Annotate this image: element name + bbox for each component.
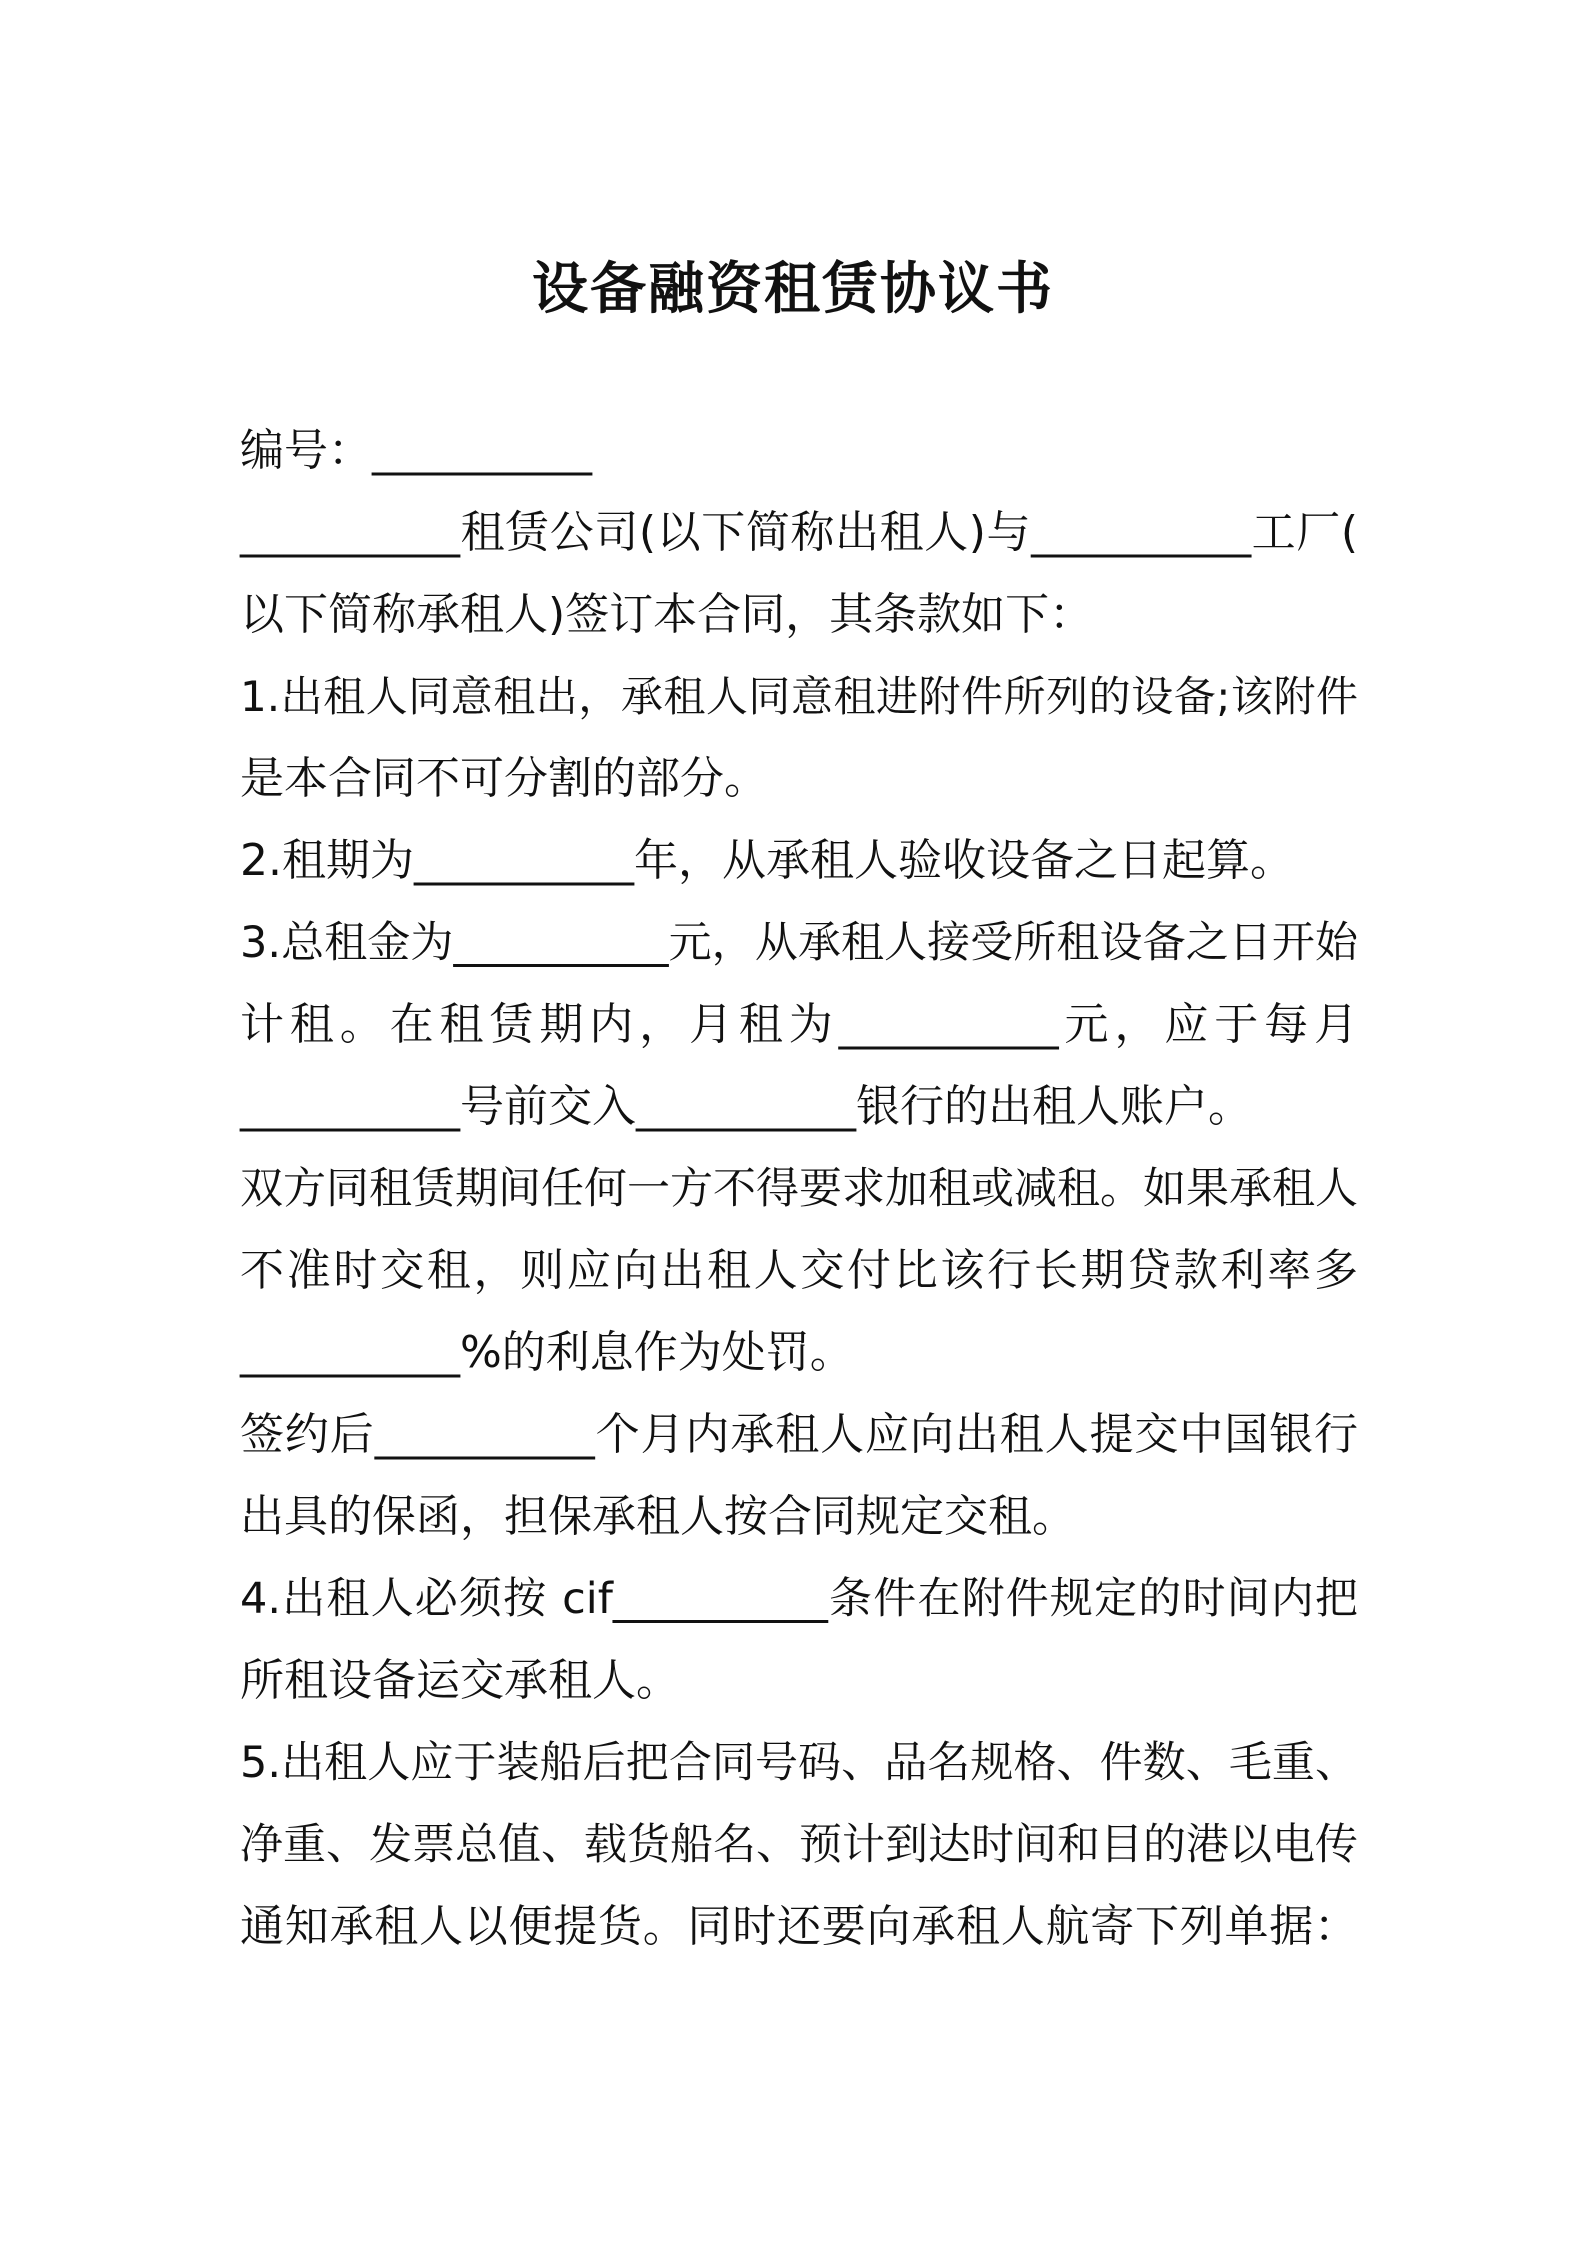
clause-5-line: 净重、发票总值、载货船名、预计到达时间和目的港以电传 (240, 1820, 1358, 1870)
paragraph-line: __________租赁公司(以下简称出租人)与__________工厂( (240, 507, 1358, 558)
clause-1-line: 1.出租人同意租出，承租人同意租进附件所列的设备;该附件 (240, 672, 1358, 721)
clause-5-line: 通知承租人以便提货。同时还要向承租人航寄下列单据： (240, 1901, 1358, 1952)
clause-3-line: 计租。在租赁期内，月租为__________元，应于每月 (240, 999, 1358, 1050)
document-title: 设备融资租赁协议书 (532, 257, 1054, 322)
clause-3-line: 3.总租金为__________元，从承租人接受所租设备之日开始 (240, 918, 1358, 968)
contract-number-line: 编号：__________ (240, 425, 592, 476)
document-body (240, 410, 1358, 1968)
clause-3-line: __________号前交入__________银行的出租人账户。 (240, 1081, 1252, 1132)
paragraph-line: 签约后__________个月内承租人应向出租人提交中国银行 (240, 1409, 1358, 1460)
clause-4-line: 所租设备运交承租人。 (240, 1655, 680, 1706)
clause-4-line: 4.出租人必须按 cif__________条件在附件规定的时间内把 (240, 1574, 1358, 1624)
clause-2-line: 2.租期为__________年，从承租人验收设备之日起算。 (240, 835, 1294, 886)
paragraph-line: 以下简称承租人)签订本合同，其条款如下： (240, 589, 1094, 640)
paragraph-line: 出具的保函，担保承租人按合同规定交租。 (240, 1491, 1076, 1542)
paragraph-line: 不准时交租，则应向出租人交付比该行长期贷款利率多 (240, 1245, 1358, 1296)
paragraph-line: __________%的利息作为处罚。 (240, 1327, 854, 1378)
clause-5-line: 5.出租人应于装船后把合同号码、品名规格、件数、毛重、 (240, 1738, 1358, 1788)
paragraph-line: 双方同租赁期间任何一方不得要求加租或减租。如果承租人 (240, 1164, 1358, 1214)
clause-1-line: 是本合同不可分割的部分。 (240, 753, 768, 804)
